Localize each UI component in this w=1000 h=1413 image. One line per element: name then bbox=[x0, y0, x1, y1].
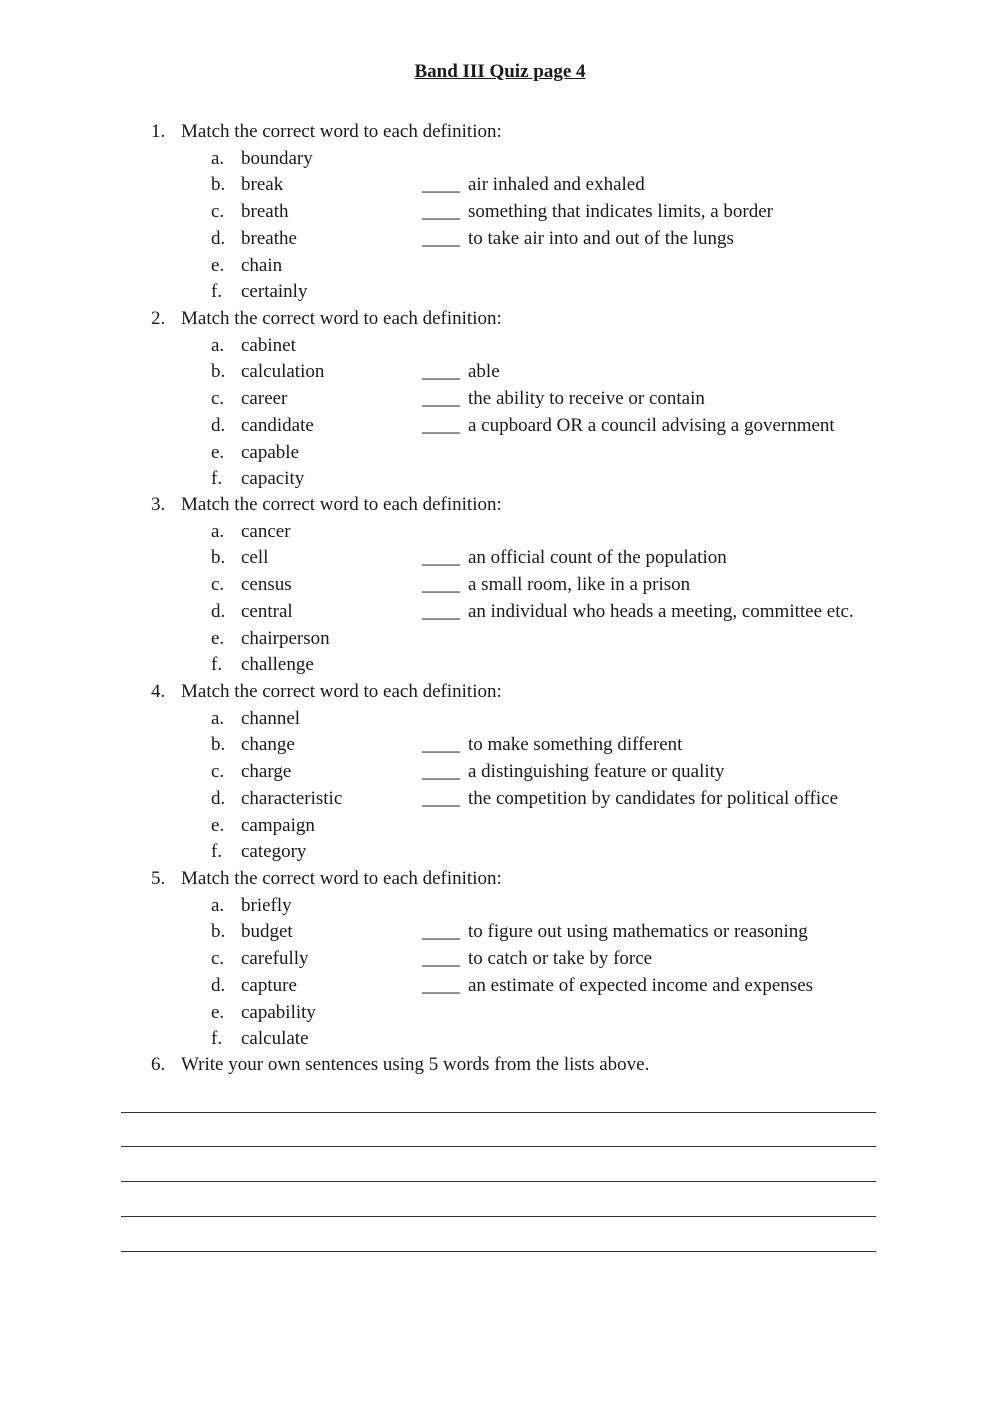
word-option: cell bbox=[241, 547, 269, 569]
word-option: cancer bbox=[241, 520, 291, 542]
word-option: capture bbox=[241, 974, 297, 996]
word-option: briefly bbox=[241, 894, 292, 916]
word-letter: c. bbox=[211, 388, 225, 410]
word-option: category bbox=[241, 841, 307, 863]
answer-blank[interactable]: ____ bbox=[422, 948, 460, 970]
word-option: career bbox=[241, 388, 288, 410]
word-letter: a. bbox=[211, 334, 225, 356]
word-option: census bbox=[241, 574, 292, 596]
definition-text: able bbox=[468, 361, 500, 383]
word-letter: d. bbox=[211, 600, 226, 622]
word-option: breath bbox=[241, 201, 289, 223]
definition-text: to catch or take by force bbox=[468, 948, 653, 970]
answer-blank[interactable]: ____ bbox=[422, 600, 460, 622]
word-letter: b. bbox=[211, 174, 226, 196]
question-number: 2. bbox=[151, 308, 166, 329]
word-option: chairperson bbox=[241, 627, 330, 649]
word-option: certainly bbox=[241, 281, 308, 303]
definition-text: an estimate of expected income and expenses bbox=[468, 974, 814, 996]
answer-blank[interactable]: ____ bbox=[422, 761, 460, 783]
word-letter: b. bbox=[211, 921, 226, 943]
word-option: carefully bbox=[241, 948, 309, 970]
word-letter: a. bbox=[211, 707, 225, 729]
word-letter: c. bbox=[211, 761, 225, 783]
answer-blank[interactable]: ____ bbox=[422, 388, 460, 410]
word-option: capacity bbox=[241, 468, 305, 490]
word-letter: e. bbox=[211, 1001, 225, 1023]
word-option: campaign bbox=[241, 814, 315, 836]
answer-blank[interactable]: ____ bbox=[422, 787, 460, 809]
definition-text: to figure out using mathematics or reasoning bbox=[468, 921, 808, 943]
answer-blank[interactable]: ____ bbox=[422, 974, 460, 996]
word-option: challenge bbox=[241, 654, 314, 676]
word-letter: d. bbox=[211, 227, 226, 249]
word-letter: c. bbox=[211, 201, 225, 223]
word-option: channel bbox=[241, 707, 301, 729]
answer-blank[interactable]: ____ bbox=[422, 921, 460, 943]
definition-text: to take air into and out of the lungs bbox=[468, 227, 734, 249]
definition-text: a cupboard OR a council advising a government bbox=[468, 414, 835, 436]
word-letter: e. bbox=[211, 814, 225, 836]
writing-line[interactable] bbox=[121, 1112, 876, 1113]
word-option: calculate bbox=[241, 1028, 309, 1050]
word-letter: b. bbox=[211, 361, 226, 383]
page-title: Band III Quiz page 4 bbox=[414, 61, 586, 82]
word-letter: c. bbox=[211, 948, 225, 970]
word-option: central bbox=[241, 600, 293, 622]
word-option: budget bbox=[241, 921, 293, 943]
answer-blank[interactable]: ____ bbox=[422, 201, 460, 223]
answer-blank[interactable]: ____ bbox=[422, 574, 460, 596]
writing-prompt: Write your own sentences using 5 words from the lists above. bbox=[181, 1054, 650, 1075]
question-number: 3. bbox=[151, 494, 166, 515]
word-letter: f. bbox=[211, 654, 223, 676]
writing-line[interactable] bbox=[121, 1216, 876, 1217]
answer-blank[interactable]: ____ bbox=[422, 227, 460, 249]
writing-line[interactable] bbox=[121, 1181, 876, 1182]
question-number: 1. bbox=[151, 121, 166, 142]
word-letter: f. bbox=[211, 841, 223, 863]
definition-text: air inhaled and exhaled bbox=[468, 174, 645, 196]
word-letter: d. bbox=[211, 974, 226, 996]
writing-line[interactable] bbox=[121, 1251, 876, 1252]
question-prompt: Match the correct word to each definition: bbox=[181, 494, 502, 515]
word-option: calculation bbox=[241, 361, 325, 383]
answer-blank[interactable]: ____ bbox=[422, 361, 460, 383]
word-option: breathe bbox=[241, 227, 297, 249]
answer-blank[interactable]: ____ bbox=[422, 414, 460, 436]
answer-blank[interactable]: ____ bbox=[422, 547, 460, 569]
word-option: boundary bbox=[241, 147, 313, 169]
definition-text: to make something different bbox=[468, 734, 683, 756]
answer-blank[interactable]: ____ bbox=[422, 734, 460, 756]
word-option: capability bbox=[241, 1001, 316, 1023]
word-letter: f. bbox=[211, 281, 223, 303]
word-option: break bbox=[241, 174, 284, 196]
word-letter: f. bbox=[211, 468, 223, 490]
question-prompt: Match the correct word to each definition: bbox=[181, 868, 502, 889]
definition-text: the competition by candidates for political office bbox=[468, 787, 839, 809]
word-option: chain bbox=[241, 254, 283, 276]
question-number: 6. bbox=[151, 1054, 166, 1075]
definition-text: a small room, like in a prison bbox=[468, 574, 691, 596]
word-option: cabinet bbox=[241, 334, 296, 356]
question-prompt: Match the correct word to each definition: bbox=[181, 308, 502, 329]
answer-blank[interactable]: ____ bbox=[422, 174, 460, 196]
definition-text: an individual who heads a meeting, committee etc. bbox=[468, 600, 854, 622]
question-prompt: Match the correct word to each definition: bbox=[181, 121, 502, 142]
word-letter: c. bbox=[211, 574, 225, 596]
word-option: capable bbox=[241, 441, 300, 463]
definition-text: something that indicates limits, a border bbox=[468, 201, 773, 223]
word-letter: e. bbox=[211, 627, 225, 649]
question-number: 5. bbox=[151, 868, 166, 889]
word-option: charge bbox=[241, 761, 292, 783]
word-letter: f. bbox=[211, 1028, 223, 1050]
definition-text: a distinguishing feature or quality bbox=[468, 761, 725, 783]
word-letter: e. bbox=[211, 254, 225, 276]
writing-line[interactable] bbox=[121, 1146, 876, 1147]
question-prompt: Match the correct word to each definition: bbox=[181, 681, 502, 702]
definition-text: an official count of the population bbox=[468, 547, 727, 569]
word-letter: d. bbox=[211, 787, 226, 809]
word-letter: b. bbox=[211, 547, 226, 569]
word-letter: a. bbox=[211, 520, 225, 542]
word-option: candidate bbox=[241, 414, 314, 436]
word-letter: e. bbox=[211, 441, 225, 463]
word-option: change bbox=[241, 734, 295, 756]
definition-text: the ability to receive or contain bbox=[468, 388, 705, 410]
word-option: characteristic bbox=[241, 787, 343, 809]
word-letter: a. bbox=[211, 894, 225, 916]
word-letter: d. bbox=[211, 414, 226, 436]
question-number: 4. bbox=[151, 681, 166, 702]
word-letter: a. bbox=[211, 147, 225, 169]
word-letter: b. bbox=[211, 734, 226, 756]
